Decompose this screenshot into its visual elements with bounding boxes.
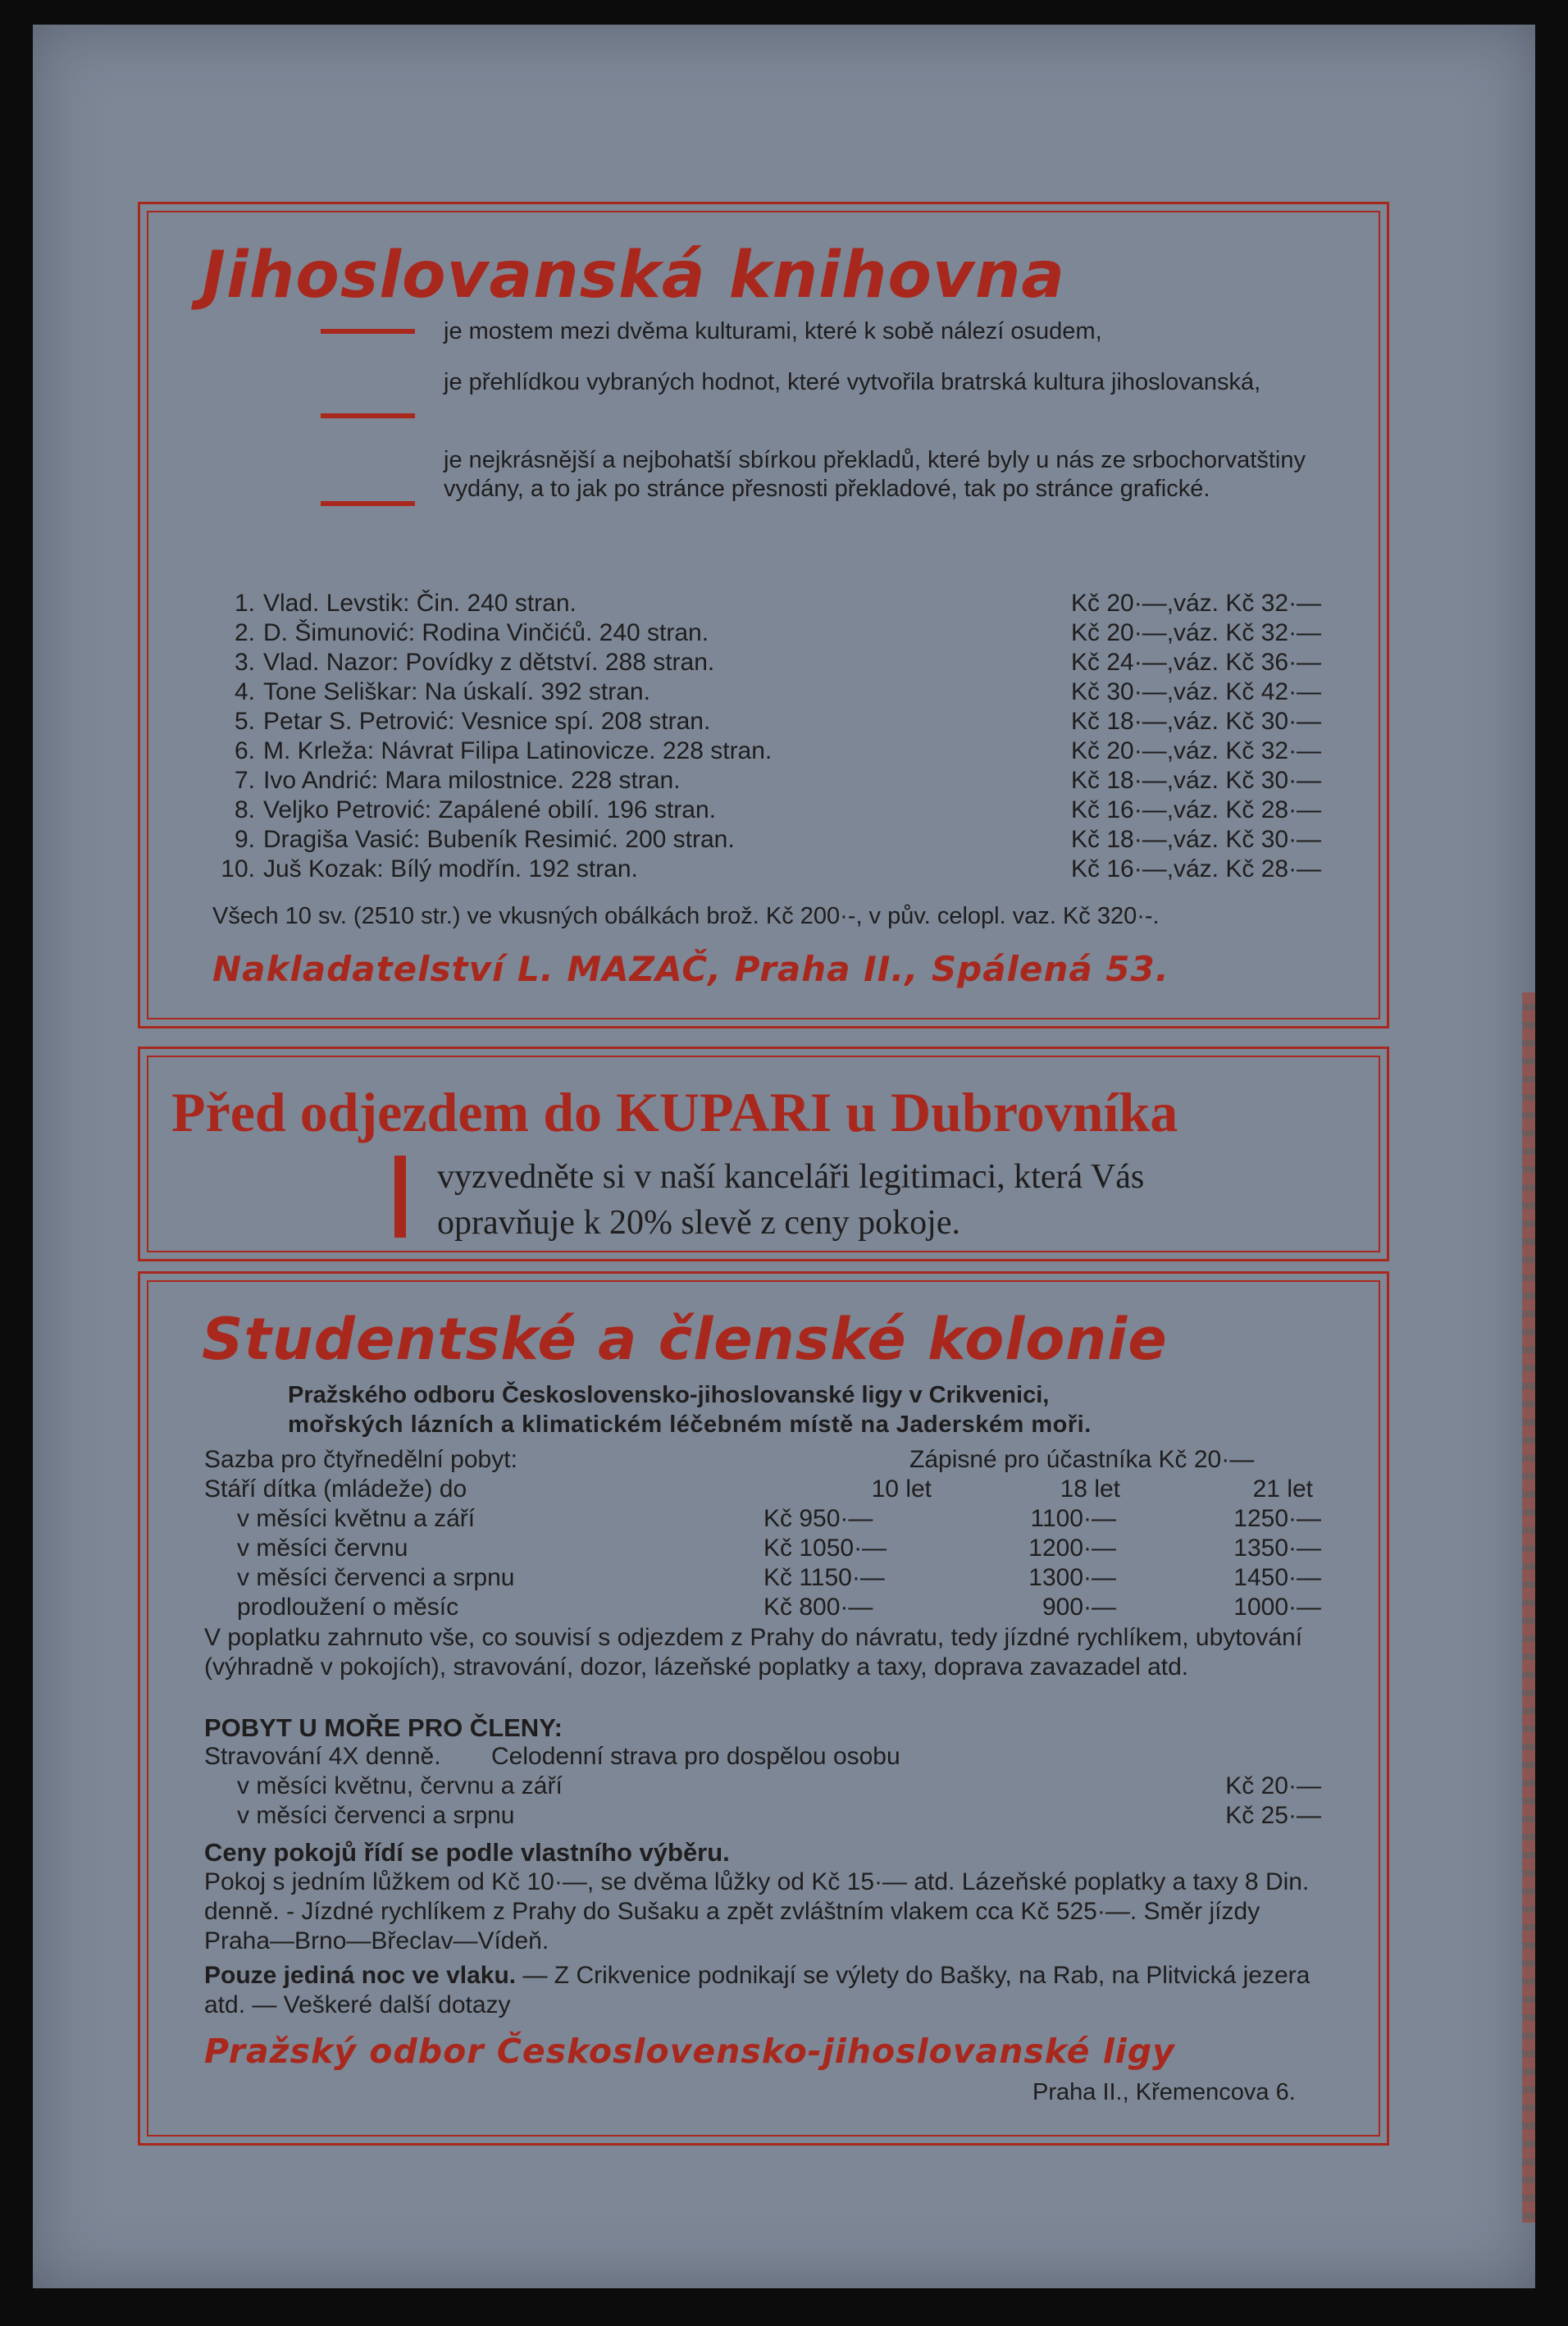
- book-price: Kč 16·—,: [1071, 796, 1174, 823]
- rate-10-let: Kč 800·—: [763, 1594, 873, 1621]
- book-row: [214, 619, 1338, 647]
- intro-paragraph-3: je nejkrásnější a nejbohatší sbírkou překladů, které byly u nás ze srbochorvatštiny vydány, a to jak po stránce přesnosti překladové, tak po stránce grafické.: [444, 447, 1306, 502]
- liga-address: Praha II., Křemencova 6.: [1032, 2079, 1296, 2105]
- book-number: 6.: [234, 737, 255, 764]
- meal-label: v měsíci květnu, červnu a září: [237, 1772, 563, 1799]
- stari-label: Stáří dítka (mládeže) do: [204, 1475, 467, 1503]
- book-row: [214, 678, 1338, 706]
- book-title: Tone Seliškar: Na úskalí. 392 stran.: [263, 678, 650, 705]
- intro-paragraph-2: je přehlídkou vybraných hodnot, které vytvořila bratrská kultura jihoslovanská,: [444, 369, 1261, 395]
- meal-price: Kč 20·—: [1225, 1772, 1321, 1799]
- book-price: Kč 24·—,: [1071, 649, 1174, 676]
- rate-label: prodloužení o měsíc: [237, 1594, 459, 1621]
- book-price: Kč 18·—,: [1071, 767, 1174, 794]
- intro-rule-1: [321, 329, 415, 334]
- book-price: Kč 20·—,: [1071, 737, 1174, 764]
- book-title: Petar S. Petrović: Vesnice spí. 208 stran.: [263, 708, 711, 735]
- rate-10-let: Kč 1050·—: [763, 1535, 887, 1562]
- meal-price: Kč 25·—: [1225, 1802, 1321, 1829]
- pobyt-heading: POBYT U MOŘE PRO ČLENY:: [204, 1713, 563, 1742]
- rate-18-let: 1300·—: [1028, 1564, 1116, 1591]
- book-row: [214, 796, 1338, 824]
- publisher-line: Nakladatelství L. MAZAČ, Praha II., Spálená 53.: [212, 949, 1169, 989]
- book-number: 9.: [234, 826, 255, 853]
- book-bound-price: váz. Kč 32·—: [1174, 619, 1322, 646]
- rate-21-let: 1000·—: [1233, 1594, 1321, 1621]
- book-title: M. Krleža: Návrat Filipa Latinovicze. 228 stran.: [263, 737, 773, 764]
- book-bound-price: váz. Kč 42·—: [1174, 678, 1322, 705]
- vylety-text: — Z Crikvenice podnikají se výlety do Bašky, na Rab, na Plitvická jezera atd. — Veškeré další dotazy: [204, 1962, 1310, 2018]
- book-row: [214, 590, 1338, 618]
- book-price: Kč 20·—,: [1071, 619, 1174, 646]
- book-number: 1.: [234, 590, 255, 617]
- book-price: Kč 16·—,: [1071, 855, 1174, 883]
- liga-signature: Pražský odbor Československo-jihoslovanské ligy: [204, 2032, 1175, 2071]
- book-row: [214, 826, 1338, 854]
- magazine-page: [33, 25, 1535, 2288]
- kolonie-subtitle-1: Pražského odboru Československo-jihoslovanské ligy v Crikvenici,: [288, 1382, 1050, 1408]
- book-bound-price: váz. Kč 36·—: [1174, 649, 1322, 676]
- rate-21-let: 1350·—: [1233, 1535, 1321, 1562]
- book-number: 5.: [234, 708, 255, 735]
- book-number: 7.: [234, 767, 255, 794]
- book-bound-price: váz. Kč 30·—: [1174, 767, 1322, 794]
- poplatek-paragraph: V poplatku zahrnuto vše, co souvisí s odjezdem z Prahy do návratu, tedy jízdné rychlíkem, ubytování (výhradně v pokojích), stravování, dozor, lázeňské poplatky a taxy, doprava zavazadel atd.: [204, 1624, 1303, 1681]
- book-price: Kč 30·—,: [1071, 678, 1174, 705]
- kupari-notice: [138, 1047, 1389, 1261]
- book-bound-price: váz. Kč 32·—: [1174, 737, 1322, 764]
- book-title: Veljko Petrović: Zapálené obilí. 196 stran.: [263, 796, 716, 823]
- rate-18-let: 900·—: [1042, 1594, 1116, 1621]
- kupari-accent-bar: [394, 1156, 406, 1238]
- book-price: Kč 18·—,: [1071, 826, 1174, 853]
- ceny-pokoju: Ceny pokojů řídí se podle vlastního výběru.: [204, 1838, 730, 1867]
- book-title: Dragiša Vasić: Bubeník Resimić. 200 stran.: [263, 826, 735, 853]
- age-column-3: 21 let: [1252, 1475, 1313, 1503]
- rate-18-let: 1200·—: [1028, 1535, 1116, 1562]
- pouze-label: Pouze jediná noc ve vlaku.: [204, 1962, 517, 1989]
- book-title: Vlad. Nazor: Povídky z dětství. 288 stran.: [263, 649, 715, 676]
- book-number: 3.: [234, 649, 255, 676]
- age-column-1: 10 let: [871, 1475, 932, 1503]
- book-title: Juš Kozak: Bílý modřín. 192 stran.: [263, 855, 638, 883]
- zapisne-label: Zápisné pro účastníka Kč 20·—: [909, 1446, 1255, 1473]
- rate-label: v měsíci červnu: [237, 1535, 408, 1562]
- rate-label: v měsíci květnu a září: [237, 1505, 476, 1532]
- book-number: 10.: [221, 855, 255, 883]
- book-bound-price: váz. Kč 30·—: [1174, 826, 1322, 853]
- book-row: [214, 649, 1338, 677]
- rate-label: v měsíci červenci a srpnu: [237, 1564, 515, 1591]
- kupari-title: Před odjezdem do KUPARI u Dubrovníka: [171, 1081, 1178, 1143]
- intro-rule-3: [321, 501, 415, 506]
- book-title: D. Šimunović: Rodina Vinčićů. 240 stran.: [263, 619, 709, 646]
- intro-rule-2: [321, 413, 415, 418]
- page-edge-decoration: [1522, 992, 1535, 2223]
- book-number: 8.: [234, 796, 255, 823]
- book-number: 4.: [234, 678, 255, 705]
- book-price: Kč 18·—,: [1071, 708, 1174, 735]
- kolonie-title: Studentské a členské kolonie: [202, 1306, 1168, 1373]
- all-books-offer: Všech 10 sv. (2510 str.) ve vkusných obálkách brož. Kč 200·-, v pův. celopl. vaz. Kč 320·-.: [212, 903, 1160, 929]
- kolonie-advert: [138, 1271, 1389, 2146]
- meal-label: v měsíci červenci a srpnu: [237, 1802, 515, 1829]
- rate-18-let: 1100·—: [1030, 1505, 1116, 1532]
- vylety-paragraph: [204, 1961, 1323, 2020]
- book-bound-price: váz. Kč 30·—: [1174, 708, 1322, 735]
- rate-10-let: Kč 1150·—: [763, 1564, 885, 1591]
- book-price: Kč 20·—,: [1071, 590, 1174, 617]
- sazba-label: Sazba pro čtyřnedělní pobyt:: [204, 1446, 517, 1473]
- book-row: [214, 855, 1338, 883]
- kupari-line-2: opravňuje k 20% slevě z ceny pokoje.: [437, 1204, 960, 1242]
- knihovna-advert: [138, 202, 1389, 1028]
- book-bound-price: váz. Kč 32·—: [1174, 590, 1322, 617]
- age-column-2: 18 let: [1060, 1475, 1120, 1503]
- stravovani-label: Stravování 4X denně.: [204, 1743, 441, 1770]
- pokoj-paragraph: Pokoj s jedním lůžkem od Kč 10·—, se dvěma lůžky od Kč 15·— atd. Lázeňské poplatky a taxy 8 Din. denně. - Jízdné rychlíkem z Prahy do Sušaku a zpět zvláštním vlakem cca Kč 525·—. Směr jízdy Praha—Brno—Břeclav—Vídeň.: [204, 1868, 1310, 1954]
- book-bound-price: váz. Kč 28·—: [1174, 796, 1322, 823]
- celodenni-label: Celodenní strava pro dospělou osobu: [491, 1743, 900, 1770]
- kolonie-subtitle-2: mořských lázních a klimatickém léčebném místě na Jaderském moři.: [288, 1412, 1092, 1438]
- book-title: Vlad. Levstik: Čin. 240 stran.: [263, 590, 577, 617]
- rate-10-let: Kč 950·—: [763, 1505, 873, 1532]
- kupari-line-1: vyzvedněte si v naší kanceláři legitimaci, která Vás: [437, 1158, 1145, 1196]
- rate-21-let: 1450·—: [1233, 1564, 1321, 1591]
- book-row: [214, 767, 1338, 795]
- book-number: 2.: [234, 619, 255, 646]
- book-bound-price: váz. Kč 28·—: [1174, 855, 1322, 883]
- knihovna-title: Jihoslovanská knihovna: [202, 239, 1065, 312]
- book-title: Ivo Andrić: Mara milostnice. 228 stran.: [263, 767, 681, 794]
- book-row: [214, 708, 1338, 736]
- rate-21-let: 1250·—: [1233, 1505, 1321, 1532]
- intro-paragraph-1: je mostem mezi dvěma kulturami, které k sobě nálezí osudem,: [444, 318, 1102, 344]
- book-row: [214, 737, 1338, 765]
